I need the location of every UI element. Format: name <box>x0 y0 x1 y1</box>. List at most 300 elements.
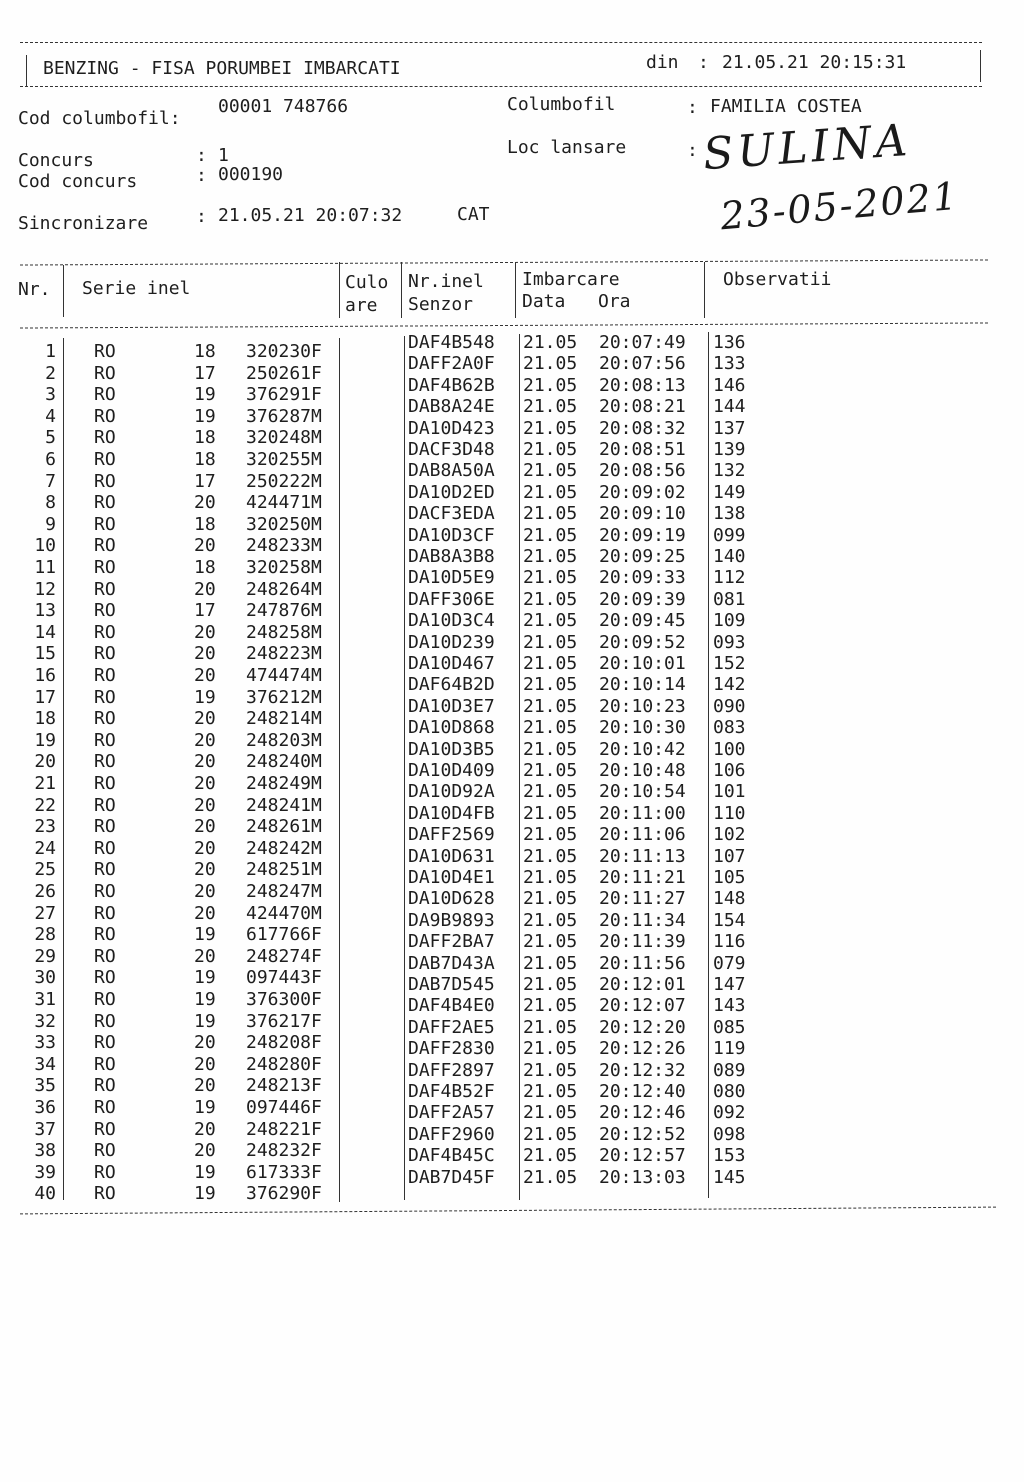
row-nr: 21 <box>34 773 56 794</box>
row-sensor: DA10D92A <box>408 781 495 803</box>
row-sensor: DAB8A50A <box>408 460 495 482</box>
row-nr: 16 <box>34 665 56 686</box>
row-year: 20 <box>194 945 216 967</box>
row-date: 21.05 <box>523 760 578 781</box>
row-date: 21.05 <box>523 588 578 610</box>
row-sensor: DAB7D545 <box>408 974 495 995</box>
row-time: 20:09:45 <box>599 610 686 632</box>
row-observatii: 152 <box>713 653 746 674</box>
row-country: RO <box>94 1075 116 1097</box>
row-nr: 2 <box>45 362 56 384</box>
row-sensor: DAFF2A0F <box>408 353 495 375</box>
row-date: 21.05 <box>523 974 578 995</box>
row-year: 20 <box>194 859 216 881</box>
row-country: RO <box>94 1118 116 1140</box>
row-observatii: 081 <box>713 588 746 610</box>
row-date: 21.05 <box>523 396 578 418</box>
row-time: 20:12:52 <box>599 1123 686 1145</box>
row-country: RO <box>94 621 116 643</box>
row-country: RO <box>94 341 116 362</box>
document-title: BENZING - FISA PORUMBEI IMBARCATI <box>43 58 401 79</box>
row-year: 19 <box>194 1097 216 1118</box>
row-country: RO <box>94 773 116 794</box>
row-nr: 6 <box>45 449 56 470</box>
columbofil-colon: : <box>687 97 698 118</box>
row-sensor: DAF64B2D <box>408 674 495 696</box>
row-year: 19 <box>194 686 216 708</box>
row-year: 17 <box>194 470 216 492</box>
row-year: 20 <box>194 535 216 557</box>
row-nr: 13 <box>34 600 56 622</box>
row-observatii: 085 <box>713 1016 746 1038</box>
row-date: 21.05 <box>523 546 578 567</box>
row-year: 20 <box>194 837 216 859</box>
row-country: RO <box>94 1140 116 1162</box>
row-date: 21.05 <box>523 332 578 353</box>
col-divider-imbarcare <box>704 262 705 318</box>
row-observatii: 133 <box>713 353 746 375</box>
row-sensor: DA10D3E7 <box>408 695 495 717</box>
row-year: 20 <box>194 881 216 902</box>
row-ring-number: 248251M <box>246 859 322 881</box>
row-sensor: DAB8A3B8 <box>408 546 495 567</box>
row-country: RO <box>94 513 116 535</box>
row-country: RO <box>94 859 116 881</box>
row-sensor: DAF4B4E0 <box>408 995 495 1017</box>
row-ring-number: 320230F <box>246 341 322 362</box>
row-time: 20:10:48 <box>599 760 686 781</box>
row-ring-number: 424471M <box>246 492 322 514</box>
loc-lansare-colon: : <box>687 140 698 161</box>
row-observatii: 148 <box>713 888 746 910</box>
row-ring-number: 248221F <box>246 1118 322 1140</box>
row-ring-number: 248264M <box>246 578 322 600</box>
row-observatii: 098 <box>713 1123 746 1145</box>
row-date: 21.05 <box>523 1102 578 1124</box>
row-observatii: 139 <box>713 439 746 460</box>
row-date: 21.05 <box>523 802 578 824</box>
row-country: RO <box>94 816 116 838</box>
row-observatii: 140 <box>713 546 746 567</box>
row-year: 20 <box>194 902 216 924</box>
row-year: 20 <box>194 665 216 686</box>
row-sensor: DA10D467 <box>408 653 495 674</box>
row-ring-number: 376217F <box>246 1010 322 1032</box>
row-year: 18 <box>194 513 216 535</box>
row-observatii: 110 <box>713 802 746 824</box>
row-nr: 40 <box>34 1183 56 1205</box>
row-sensor: DACF3EDA <box>408 503 495 525</box>
row-time: 20:10:54 <box>599 781 686 803</box>
row-year: 20 <box>194 816 216 838</box>
row-country: RO <box>94 1183 116 1205</box>
th-data: Data <box>522 291 566 312</box>
row-country: RO <box>94 794 116 816</box>
row-nr: 26 <box>34 881 56 902</box>
row-date: 21.05 <box>523 931 578 953</box>
row-time: 20:09:10 <box>599 503 686 525</box>
row-observatii: 099 <box>713 524 746 546</box>
row-year: 20 <box>194 621 216 643</box>
row-ring-number: 376290F <box>246 1183 322 1205</box>
header-right-border <box>980 50 981 82</box>
row-time: 20:10:14 <box>599 674 686 696</box>
row-year: 19 <box>194 967 216 989</box>
row-nr: 1 <box>45 341 56 362</box>
row-date: 21.05 <box>523 952 578 974</box>
row-ring-number: 248247M <box>246 881 322 902</box>
row-date: 21.05 <box>523 738 578 760</box>
row-country: RO <box>94 578 116 600</box>
row-sensor: DA10D4E1 <box>408 867 495 888</box>
row-time: 20:10:23 <box>599 695 686 717</box>
row-sensor: DA10D5E9 <box>408 567 495 589</box>
row-ring-number: 247876M <box>246 600 322 622</box>
row-year: 17 <box>194 362 216 384</box>
row-sensor: DA10D2ED <box>408 481 495 503</box>
row-time: 20:10:42 <box>599 738 686 760</box>
row-ring-number: 320255M <box>246 449 322 470</box>
row-year: 20 <box>194 751 216 773</box>
row-observatii: 136 <box>713 332 746 353</box>
row-sensor: DA10D628 <box>408 888 495 910</box>
row-ring-number: 248233M <box>246 535 322 557</box>
col-divider-senzor <box>515 262 516 318</box>
row-ring-number: 248213F <box>246 1075 322 1097</box>
loc-lansare-handwritten: SULINA <box>701 114 913 181</box>
th-senzor: Senzor <box>408 294 474 315</box>
row-country: RO <box>94 1161 116 1183</box>
row-ring-number: 248203M <box>246 729 322 751</box>
row-sensor: DAF4B62B <box>408 374 495 396</box>
row-observatii: 080 <box>713 1081 746 1102</box>
row-time: 20:11:27 <box>599 888 686 910</box>
th-culoare-1: Culo <box>345 272 389 293</box>
row-nr: 18 <box>34 708 56 730</box>
row-country: RO <box>94 449 116 470</box>
row-nr: 14 <box>34 621 56 643</box>
row-country: RO <box>94 600 116 622</box>
row-date: 21.05 <box>523 845 578 867</box>
row-sensor: DA10D409 <box>408 760 495 781</box>
row-year: 20 <box>194 729 216 751</box>
row-observatii: 153 <box>713 1145 746 1167</box>
row-ring-number: 474474M <box>246 665 322 686</box>
row-observatii: 144 <box>713 396 746 418</box>
row-nr: 24 <box>34 837 56 859</box>
row-country: RO <box>94 729 116 751</box>
row-date: 21.05 <box>523 524 578 546</box>
row-sensor: DAFF2960 <box>408 1123 495 1145</box>
body-divider-senzor <box>519 334 520 1200</box>
row-country: RO <box>94 362 116 384</box>
row-observatii: 154 <box>713 909 746 931</box>
row-year: 19 <box>194 384 216 406</box>
row-date: 21.05 <box>523 867 578 888</box>
row-time: 20:12:40 <box>599 1081 686 1102</box>
row-nr: 3 <box>45 384 56 406</box>
row-date: 21.05 <box>523 695 578 717</box>
row-ring-number: 248241M <box>246 794 322 816</box>
row-ring-number: 617333F <box>246 1161 322 1183</box>
cod-columbofil-value: 00001 748766 <box>218 96 349 117</box>
row-year: 20 <box>194 1053 216 1075</box>
row-observatii: 105 <box>713 867 746 888</box>
row-observatii: 100 <box>713 738 746 760</box>
row-nr: 36 <box>34 1097 56 1118</box>
row-observatii: 106 <box>713 760 746 781</box>
row-country: RO <box>94 1032 116 1054</box>
loc-lansare-label: Loc lansare <box>507 137 627 158</box>
row-observatii: 112 <box>713 567 746 589</box>
cod-columbofil-label: Cod columbofil: <box>18 108 181 129</box>
row-time: 20:11:56 <box>599 952 686 974</box>
row-date: 21.05 <box>523 781 578 803</box>
row-time: 20:10:01 <box>599 653 686 674</box>
row-ring-number: 248223M <box>246 643 322 665</box>
row-time: 20:08:21 <box>599 396 686 418</box>
body-divider-serie <box>339 338 340 1202</box>
row-nr: 23 <box>34 816 56 838</box>
row-nr: 7 <box>45 470 56 492</box>
header-bottom-border <box>20 86 982 87</box>
row-time: 20:09:19 <box>599 524 686 546</box>
row-time: 20:09:33 <box>599 567 686 589</box>
row-country: RO <box>94 708 116 730</box>
row-date: 21.05 <box>523 888 578 910</box>
row-sensor: DAF4B548 <box>408 332 495 353</box>
row-country: RO <box>94 881 116 902</box>
row-sensor: DA9B9893 <box>408 909 495 931</box>
row-observatii: 089 <box>713 1059 746 1081</box>
cod-concurs-value: 000190 <box>218 164 284 185</box>
din-value: 21.05.21 20:15:31 <box>722 52 907 73</box>
row-nr: 28 <box>34 924 56 946</box>
th-culoare-2: are <box>345 295 378 316</box>
row-time: 20:12:01 <box>599 974 686 995</box>
row-date: 21.05 <box>523 503 578 525</box>
row-sensor: DA10D3B5 <box>408 738 495 760</box>
row-observatii: 119 <box>713 1038 746 1060</box>
handwritten-date: 23-05-2021 <box>718 173 961 239</box>
row-sensor: DA10D239 <box>408 631 495 653</box>
row-year: 19 <box>194 989 216 1010</box>
cod-concurs-colon: : <box>196 165 207 186</box>
row-sensor: DAB7D43A <box>408 952 495 974</box>
th-nr: Nr. <box>18 279 51 300</box>
row-country: RO <box>94 1053 116 1075</box>
row-year: 19 <box>194 1161 216 1183</box>
row-time: 20:13:03 <box>599 1166 686 1188</box>
row-observatii: 138 <box>713 503 746 525</box>
row-ring-number: 617766F <box>246 924 322 946</box>
row-observatii: 145 <box>713 1166 746 1188</box>
row-year: 20 <box>194 643 216 665</box>
row-observatii: 147 <box>713 974 746 995</box>
row-sensor: DAFF2A57 <box>408 1102 495 1124</box>
row-country: RO <box>94 1097 116 1118</box>
row-date: 21.05 <box>523 610 578 632</box>
row-year: 19 <box>194 1010 216 1032</box>
row-date: 21.05 <box>523 631 578 653</box>
row-country: RO <box>94 902 116 924</box>
row-time: 20:09:52 <box>599 631 686 653</box>
row-year: 19 <box>194 1183 216 1205</box>
row-nr: 11 <box>34 557 56 578</box>
row-year: 18 <box>194 449 216 470</box>
col-divider-culoare <box>401 262 402 318</box>
th-ora: Ora <box>598 291 631 312</box>
row-date: 21.05 <box>523 995 578 1017</box>
row-observatii: 101 <box>713 781 746 803</box>
body-divider-nr <box>63 338 64 1200</box>
col-divider-serie <box>339 262 340 318</box>
row-date: 21.05 <box>523 1166 578 1188</box>
row-nr: 31 <box>34 989 56 1010</box>
columbofil-value: FAMILIA COSTEA <box>710 96 862 117</box>
row-country: RO <box>94 384 116 406</box>
row-time: 20:07:49 <box>599 332 686 353</box>
row-sensor: DAFF306E <box>408 588 495 610</box>
row-ring-number: 320248M <box>246 427 322 449</box>
row-country: RO <box>94 837 116 859</box>
body-divider-imbarcare <box>708 332 709 1198</box>
table-header-bottom-border <box>20 322 988 328</box>
row-date: 21.05 <box>523 653 578 674</box>
row-nr: 22 <box>34 794 56 816</box>
header-left-border <box>26 55 27 87</box>
columbofil-label: Columbofil <box>507 94 616 115</box>
row-observatii: 132 <box>713 460 746 482</box>
row-country: RO <box>94 492 116 514</box>
row-nr: 10 <box>34 535 56 557</box>
row-year: 20 <box>194 578 216 600</box>
row-sensor: DAB8A24E <box>408 396 495 418</box>
row-time: 20:10:30 <box>599 717 686 739</box>
row-year: 19 <box>194 924 216 946</box>
row-time: 20:08:13 <box>599 374 686 396</box>
row-year: 20 <box>194 708 216 730</box>
row-nr: 25 <box>34 859 56 881</box>
row-country: RO <box>94 557 116 578</box>
row-time: 20:12:26 <box>599 1038 686 1060</box>
row-time: 20:07:56 <box>599 353 686 375</box>
row-time: 20:12:32 <box>599 1059 686 1081</box>
row-observatii: 109 <box>713 610 746 632</box>
row-nr: 12 <box>34 578 56 600</box>
row-sensor: DAF4B52F <box>408 1081 495 1102</box>
row-country: RO <box>94 945 116 967</box>
row-ring-number: 250261F <box>246 362 322 384</box>
row-observatii: 079 <box>713 952 746 974</box>
row-sensor: DAFF2897 <box>408 1059 495 1081</box>
row-country: RO <box>94 665 116 686</box>
row-observatii: 083 <box>713 717 746 739</box>
row-nr: 19 <box>34 729 56 751</box>
row-country: RO <box>94 686 116 708</box>
row-nr: 5 <box>45 427 56 449</box>
row-sensor: DAFF2AE5 <box>408 1016 495 1038</box>
row-year: 18 <box>194 341 216 362</box>
row-country: RO <box>94 405 116 427</box>
row-date: 21.05 <box>523 717 578 739</box>
row-date: 21.05 <box>523 460 578 482</box>
row-country: RO <box>94 470 116 492</box>
row-nr: 37 <box>34 1118 56 1140</box>
row-country: RO <box>94 924 116 946</box>
body-divider-culoare <box>404 336 405 1200</box>
row-sensor: DAFF2569 <box>408 824 495 846</box>
row-sensor: DAB7D45F <box>408 1166 495 1188</box>
row-time: 20:12:07 <box>599 995 686 1017</box>
row-date: 21.05 <box>523 1145 578 1167</box>
row-ring-number: 097446F <box>246 1097 322 1118</box>
row-sensor: DA10D3CF <box>408 524 495 546</box>
row-observatii: 116 <box>713 931 746 953</box>
th-imbarcare: Imbarcare <box>522 269 620 290</box>
row-time: 20:08:32 <box>599 417 686 439</box>
row-time: 20:09:39 <box>599 588 686 610</box>
row-sensor: DA10D423 <box>408 417 495 439</box>
header-top-border <box>20 42 982 43</box>
din-colon: : <box>698 52 709 73</box>
row-nr: 4 <box>45 405 56 427</box>
concurs-value: 1 <box>218 145 229 166</box>
concurs-label: Concurs <box>18 150 94 171</box>
row-country: RO <box>94 989 116 1010</box>
row-country: RO <box>94 643 116 665</box>
row-year: 18 <box>194 427 216 449</box>
row-year: 20 <box>194 492 216 514</box>
row-nr: 9 <box>45 513 56 535</box>
row-date: 21.05 <box>523 1123 578 1145</box>
row-time: 20:11:06 <box>599 824 686 846</box>
row-country: RO <box>94 535 116 557</box>
row-ring-number: 248242M <box>246 837 322 859</box>
th-nr-inel: Nr.inel <box>408 271 484 292</box>
row-nr: 15 <box>34 643 56 665</box>
row-date: 21.05 <box>523 1059 578 1081</box>
row-date: 21.05 <box>523 674 578 696</box>
row-country: RO <box>94 751 116 773</box>
row-sensor: DA10D868 <box>408 717 495 739</box>
row-nr: 32 <box>34 1010 56 1032</box>
row-sensor: DAFF2830 <box>408 1038 495 1060</box>
row-time: 20:09:25 <box>599 546 686 567</box>
row-nr: 35 <box>34 1075 56 1097</box>
row-year: 18 <box>194 557 216 578</box>
row-ring-number: 097443F <box>246 967 322 989</box>
row-time: 20:11:13 <box>599 845 686 867</box>
row-nr: 8 <box>45 492 56 514</box>
sincronizare-tz: CAT <box>457 204 490 225</box>
row-country: RO <box>94 967 116 989</box>
row-year: 20 <box>194 1075 216 1097</box>
row-sensor: DA10D3C4 <box>408 610 495 632</box>
row-nr: 17 <box>34 686 56 708</box>
row-ring-number: 320250M <box>246 513 322 535</box>
row-country: RO <box>94 427 116 449</box>
row-ring-number: 248280F <box>246 1053 322 1075</box>
cod-concurs-label: Cod concurs <box>18 171 138 192</box>
row-ring-number: 248240M <box>246 751 322 773</box>
row-sensor: DAF4B45C <box>408 1145 495 1167</box>
row-observatii: 092 <box>713 1102 746 1124</box>
row-time: 20:08:51 <box>599 439 686 460</box>
row-year: 20 <box>194 773 216 794</box>
row-country: RO <box>94 1010 116 1032</box>
row-sensor: DACF3D48 <box>408 439 495 460</box>
